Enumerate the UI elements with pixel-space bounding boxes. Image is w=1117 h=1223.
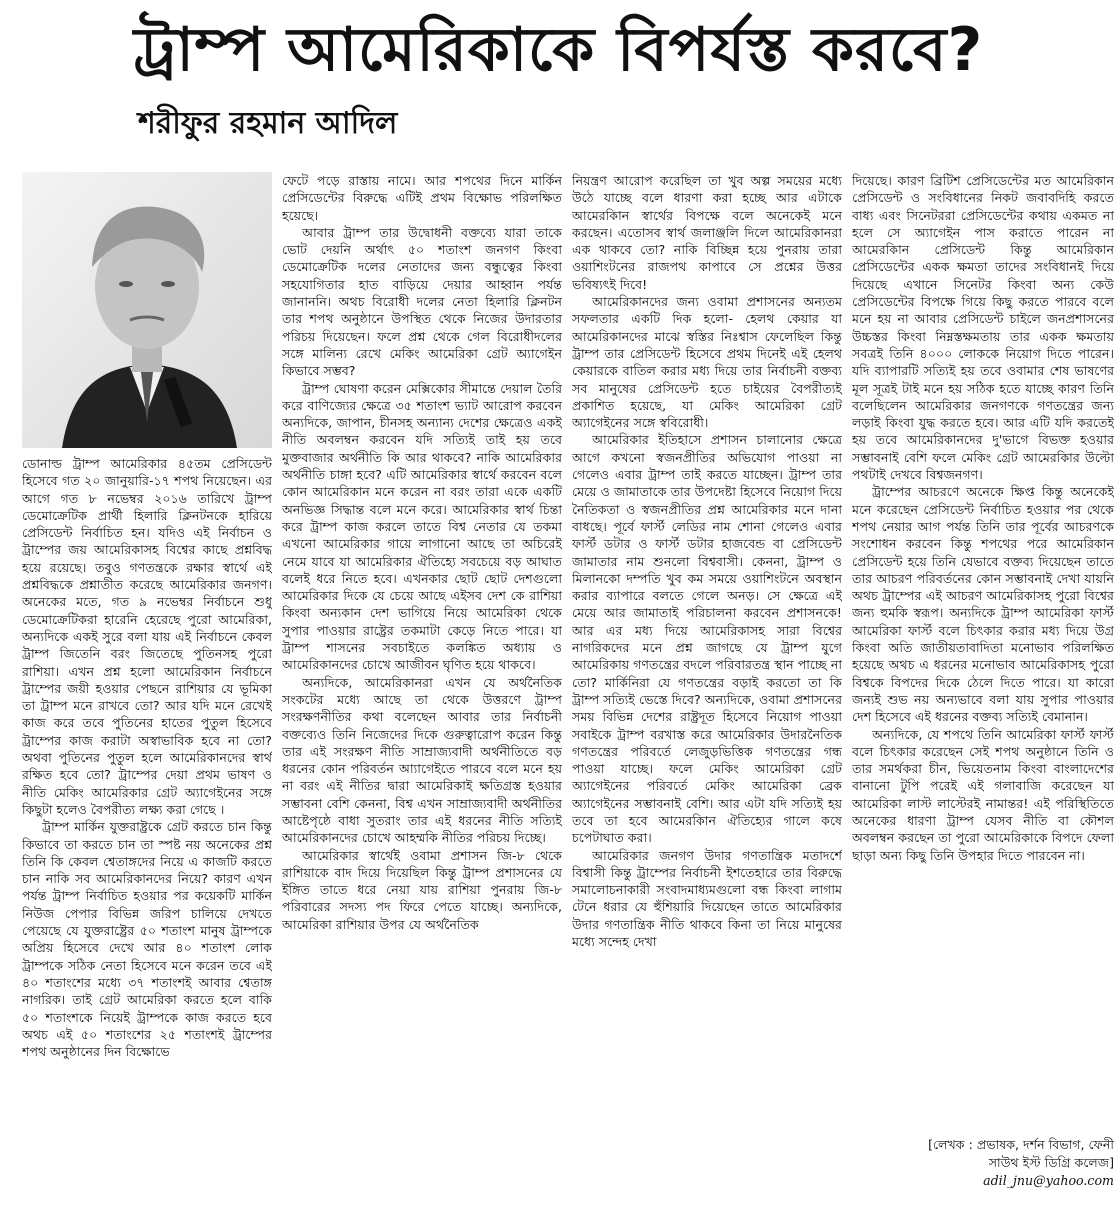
paragraph: ট্রাম্প ঘোষণা করেন মেক্সিকোর সীমান্তে দেয়াল তৈরি করে বাণিজ্যের ক্ষেত্রে ৩৫ শতাংশ ভ্যাট আরোপ করবেন অন্যদিকে, জাপান, চীনসহ অন্যান্য দেশের ক্ষেত্রেও একই নীতি অবলম্বন করবেন যদি সত্যিই তাই হয় তবে মুক্তবাজার অর্থনীতি কি আর থাকবে? নাকি আমেরিকার অর্থনীতি চাঙ্গা হবে? এটি আমেরিকার স্বার্থে করবেন বলে কোন আমেরিকান মনে করেন না বরং তারা একে একটি অনভিজ্ঞ সিদ্ধান্ত বলে মনে করে। আমেরিকার স্বার্থ চিন্তা করে ট্রাম্প কাজ করলে তাতে বিশ্ব নেতার যে তকমা এখনো আমেরিকার গায়ে লাগানো আছে তা অচিরেই নেমে যাবে যা আমেরিকার ঐতিহ্যে সবচেয়ে বড় আঘাত বলেই ধরে নিতে হবে। এখনকার ছোট ছোট দেশগুলো আমেরিকার দিকে যে চেয়ে আছে এইসব দেশ কে রাশিয়া কিংবা অন্যকান দেশ ভাগিয়ে নিয়ে আমেরিকা থেকে সুপার পাওয়ার রাষ্ট্রের তকমাটা কেড়ে নিতে পারে। যা ট্রাম্প শাসনের সবচাইতে কলঙ্কিত অধ্যায় ও আমেরিকানদের চোখে আজীবন ঘৃণিত হয়ে থাকবে। bbox=[282, 380, 562, 673]
paragraph: ফেটে পড়ে রাস্তায় নামে। আর শপথের দিনে মার্কিন প্রেসিডেন্টের বিরুদ্ধে এটিই প্রথম বিক্ষোভ পরিলক্ষিত হয়েছে। bbox=[282, 173, 562, 223]
article-column-4 bbox=[852, 172, 1114, 1202]
byline: শরীফুর রহমান আদিল bbox=[138, 106, 398, 141]
paragraph: দিয়েছে। কারণ ব্রিটিশ প্রেসিডেন্টের মত আমেরিকান প্রেসিডেন্ট ও সংবিধানের নিকট জবাবদিহি করতে বাধ্য এবং সিনেটররা প্রেসিডেন্টের কথায় একমত না হলে সে অ্যাগেইন পাস করাতে পারেন না আমেরকিান প্রেসিডেন্ট কিন্তু আমেরিকান প্রেসিডেন্টের একক ক্ষমতা তাদের সংবিধানই দিয়ে দিয়েছে এখানে সিনেটর কিংবা অন্য কেউ প্রেসিডেন্টের বিপক্ষে গিয়ে কিছু করতে পারবে বলে মনে হয় না আবার প্রেসিডেন্ট চাইলে জনপ্রশাসনের উচ্চস্তর কিংবা নিম্নস্তক্ষমতায় তার একক ক্ষমতায় সবত্রই তিনি ৪০০০ লোককে নিয়োগ দিতে পারেন। যদি ব্যাপারটি সত্যিই হয় তবে ওবামার শেষ ভাষণের মূল সূত্রই টাই মনে হয় সঠিক হতে যাচ্ছে কারণ তিনি বলেছিলেন আমেরিকার জনগণকে গণতন্ত্রের জন্য লড়াই কিংবা যুদ্ধ করতে হবে। আর এটি যদি করতেই হয় তবে আমেরিকানদের দু'ভাগে বিভক্ত হওয়ার সম্ভাবনাই বেশি ফলে মেকিং গ্রেট আমেরকিার উল্টো পথটাই দেখবে বিশ্বজনগণ। bbox=[852, 173, 1114, 483]
paragraph: অন্যদিকে, আমেরিকানরা এখন যে অর্থনৈতিক সংকটের মধ্যে আছে তা থেকে উত্তরণে ট্রাম্প সংরক্ষণনীতির কথা বলেছেন আবার তার নির্বাচনী বক্তব্যেও তিনি নিজেদের দিকে গুরুত্বারোপ করেন কিন্তু তার এই সংরক্ষণ নীতি সাম্রাজ্যবাদী অর্থনীতিতে বড় ধরনের কোন পরিবর্তন আ্যাগেইতে পারবে বলে মনে হয় না বরং এই নীতির দ্বারা আমেরিকাই ক্ষতিগ্রস্ত হওয়ার সম্ভাবনা বেশি কেননা, বিশ্ব এখন সাম্রাজ্যবাদী অর্থনীতির আষ্টেপৃষ্ঠে বাধা সুতরাং তার এই ধরনের নীতি সত্যিই আমেরিকানদের চোখে আহম্মকি নীতির পরিচয় দিচ্ছে। bbox=[282, 674, 562, 846]
portrait-photo-icon bbox=[22, 172, 272, 448]
paragraph: ট্রাম্প মার্কিন যুক্তরাষ্ট্রকে গ্রেট করতে চান কিন্তু কিভাবে তা করতে চান তা স্পষ্ট নয় অনেকের প্রশ্ন তিনি কি কেবল শ্বেতাঙ্গদের নিয়ে এ কাজটি করতে চান নাকি সব আমেরিকানদের নিয়ে? কারণ এখন পর্যন্ত ট্রাম্প নির্বাচিত হওয়ার পর কয়েকটি মার্কিন নিউজ পেপার বিভিন্ন জরিপ চালিয়ে দেখতে পেয়েছে যে যুক্তরাষ্ট্রের ৫০ শতাংশ মানুষ ট্রাম্পকে অপ্রিয় হিসেবে দেখে আর ৪০ শতাংশ লোক ট্রাম্পকে সঠিক নেতা হিসেবে মনে করেন তবে এই ৪০ শতাংশের মধ্যে ৩৭ শতাংশই আবার শ্বেতাঙ্গ নাগরিক। তাই গ্রেট আমেরিকা করতে হলে বাকি ৫০ শতাংশকে নিয়েই ট্রাম্পকে কাজ করতে হবে অথচ এই ৫০ শতাংশের ২৫ শতাংশই ট্রাম্পের শপথ অনুষ্ঠানের দিন বিক্ষোভে bbox=[22, 819, 272, 1060]
paragraph: আমেরিকার জনগণ উদার গণতান্ত্রিক মতাদর্শে বিশ্বাসী কিন্তু ট্রাম্পের নির্বাচনী ইশতেহারে তার বিরুদ্ধে সমালোচনাকারী সংবাদমাধ্যমগুলো বন্ধ কিংবা লাগাম টেনে ধরার যে হুঁশিয়ারি দিয়েছেন তাতে আমেরিকার উদার গণতান্ত্রিক নীতি থাকবে কিনা তা নিয়ে মানুষের মধ্যে সন্দেহ দেখা bbox=[572, 847, 842, 950]
author-credit bbox=[852, 1136, 1114, 1190]
article-column-1 bbox=[22, 455, 272, 1215]
paragraph: অন্যদিকে, যে শপথে তিনি আমেরিকা ফার্স্ট ফার্স্ট বলে চিৎকার করেছেন সেই শপথ অনুষ্ঠানে তিনি ও তার সমর্থকরা চীন, ভিয়েতনাম কিংবা বাংলাদেশের বানানো টুপি পরেই এই গলাবাজি করেছেন যা আমেরিকা লাস্ট লাস্টেরই নামান্তর! এই পরিস্থিতিতে অনেকের ধারণা ট্রাম্প যেসব নীতি বা কৌশল অবলম্বন করছেন তা পুরো আমেরিকাকে বিপদে ফেলা ছাড়া অন্য কিছু তিনি উপহার দিতে পারবেন না। bbox=[852, 726, 1114, 863]
paragraph: ডোনাল্ড ট্রাম্প আমেরিকার ৪৫তম প্রেসিডেন্ট হিসেবে গত ২০ জানুয়ারি-১৭ শপথ নিয়েছেন। এর আগে গত ৮ নভেম্বর ২০১৬ তারিখে ট্রাম্প ডেমোক্রেটিক প্রার্থী হিলারি ক্লিনটনকে হারিয়ে প্রেসিডেন্ট নির্বাচিত হন। যদিও এই নির্বাচন ও ট্রাম্পের জয় আমেরিকাসহ বিশ্বের কাছে প্রশ্নবিদ্ধ হয়ে রয়েছে। তবুও গণতন্ত্রকে রক্ষার স্বার্থে এই প্রশ্নবিদ্ধকে প্রশ্নাতীত করেছে আমেরিকার জনগণ। অনেকের মতে, গত ৯ নভেম্বর নির্বাচনে শুধু ডেমোক্রেটিকরা হারেনি হেরেছে পুরো আমেরিকা, অন্যদিকে একই সুরে বলা যায় এই নির্বাচনে কেবল ট্রাম্প জিতেনি বরং জিতেছে পুতিনসহ পুরো রাশিয়া। এখন প্রশ্ন হলো আমেরিকান নির্বাচনে ট্রাম্পের জয়ী হওয়ার পেছনে রাশিয়ার যে ভূমিকা তা ট্রাম্প মনে রাখবে তো? আর যদি মনে রেখেই কাজ করে তবে পুতিনের হাতের পুতুল হিসেবে ট্রাম্পের কাজ করাটা অস্বাভাবিক হবে না তো? অথবা পুতিনের পুতুল হলে আমেরিকানদের স্বার্থ রক্ষিত হবে তো? ট্রাম্পের দেয়া প্রথম ভাষণ ও নীতি মেকিং আমেরিকার গ্রেট অ্যাগেইনের সঙ্গে কিছুটা হলেও বৈপরীত্য লক্ষ্য করা গেছে । bbox=[22, 456, 272, 817]
author-credit-line: সাউথ ইস্ট ডিগ্রি কলেজ] bbox=[988, 1155, 1114, 1170]
paragraph: আমেরিকার স্বার্থেই ওবামা প্রশাসন জি-৮ থেকে রাশিয়াকে বাদ দিয়ে দিয়েছিল কিন্তু ট্রাম্প প্রশাসনের যে ইঙ্গিত তাতে ধরে নেয়া যায় রাশিয়া পুনরায় জি-৮ পরিবারের সদস্য পদ ফিরে পেতে যাচ্ছে। অন্যদিকে, আমেরিকা রাশিয়ার উপর যে অর্থনৈতিক bbox=[282, 847, 562, 932]
paragraph: ট্রাম্পের আচরণে অনেকে ক্ষিপ্ত কিন্তু অনেকেই মনে করেছেন প্রেসিডেন্ট নির্বাচিত হওয়ার পর থেকে শপথ নেয়ার আগ পর্যন্ত তিনি তার পূর্বের আচরণকে সংশোধন করবেন কিন্তু শপথের পরে আমেরিকান প্রেসিডেন্ট হয়ে তিনি যেভাবে বক্তব্য দিয়েছেন তাতে তার আচরণ পরিবর্তনের কোন সম্ভাবনাই দেখা যায়নি অথচ ট্রাম্পের এই আচরণ আমেরিকাসহ পুরো বিশ্বের জন্য হুমকি স্বরূপ। অন্যদিকে ট্রাম্প আমেরিকা ফার্স্ট আমেরিকা ফার্স্ট বলে চিৎকার করার মধ্য দিয়ে উগ্র কিংবা অতি জাতীয়তাবাদিতা মনোভাব পরিলক্ষিত হয়েছে অথচ এ ধরনের মনোভাব আমেরিকাসহ পুরো বিশ্বকে বিপদের দিকে ঠেলে দিতে পারে। যা কারো জন্যই শুভ নয় অন্যভাবে বলা যায় সুপার পাওয়ার দেশ হিসেবে এই ধরনের বক্তব্য সত্যিই বেমানান। bbox=[852, 484, 1114, 725]
article-column-2 bbox=[282, 172, 562, 1212]
headline: ট্রাম্প আমেরিকাকে বিপর্যস্ত করবে? bbox=[133, 15, 984, 85]
paragraph: আবার ট্রাম্প তার উদ্বোধনী বক্তব্যে যারা তাকে ভোট দেয়নি অর্থাৎ ৫০ শতাংশ জনগণ কিংবা ডেমোক্রেটিক দলের নেতাদের জন্য বন্ধুত্বের কিংবা সহযোগিতার হাত বাড়িয়ে দেয়ার আহ্বান পর্যন্ত জানাননি। অথচ বিরোধী দলের নেতা হিলারি ক্লিনটন তার শপথ অনুষ্ঠানে উপস্থিত থেকে নিজের উদারতার পরিচয় দিয়েছেন। ফলে প্রশ্ন থেকে গেল বিরোধীদলের সঙ্গে মালিন্য রেখে মেকিং আমেরিকা গ্রেট অ্যাগেইন কিভাবে সম্ভব? bbox=[282, 224, 562, 379]
article-column-3 bbox=[572, 172, 842, 1212]
author-credit-line: [লেখক : প্রভাষক, দর্শন বিভাগ, ফেনী bbox=[928, 1137, 1114, 1152]
paragraph: নিয়ন্ত্রণ আরোপ করেছিল তা খুব অল্প সময়ের মধ্যে উঠে যাচ্ছে বলে ধারণা করা হচ্ছে আর এটাকে আমেরকিান স্বার্থের বিপক্ষে বলে অনেকেই মনে করছেন। এতোসব স্বার্থ জলাঞ্জলি দিলে আমেরিকানরা এক থাকবে তো? নাকি বিচ্ছিন্ন হয়ে পুনরায় তারা ওয়াশিংটনের রাজপথ কাপাবে সে প্রশ্নের উত্তর ভবিষ্যৎই দিবে! bbox=[572, 173, 842, 292]
paragraph: আমেরিকানদের জন্য ওবামা প্রশাসনের অন্যতম সফলতার একটি দিক হলো- হেলথ কেয়ার যা আমেরিকানদের মাঝে স্বস্তির নিঃশ্বাস ফেলেছিল কিন্তু ট্রাম্প তার প্রেসিডেন্ট হিসেবে প্রথম দিনেই এই হেলথ কেয়ারকে বাতিল করার মধ্য দিয়ে তার নির্বাচনী বক্তব্য সব মানুষের প্রেসিডেন্ট হতে চাইয়ের বৈপরীত্যই প্রকাশিত হয়েছে, যা মেকিং আমেরিকা গ্রেট অ্যাগেইনের সঙ্গে স্ববিরোধী। bbox=[572, 294, 842, 431]
author-email: adil_jnu@yahoo.com bbox=[983, 1173, 1114, 1188]
portrait-photo bbox=[22, 172, 272, 448]
paragraph: আমেরিকার ইতিহাসে প্রশাসন চালানোর ক্ষেত্রে আগে কখনো স্বজনপ্রীতির অভিযোগ পাওয়া না গেলেও এবার ট্রাম্প তাই করতে যাচ্ছেন। ট্রাম্প তার মেয়ে ও জামাতাকে তার উপদেষ্টা হিসেবে নিয়োগ দিয়ে নৈতিকতা ও স্বজনপ্রীতির প্রশ্ন আমেরিকার মনে দানা বাধছে। পূর্বে ফার্স্ট লেডির নাম শোনা গেলেও এবার ফার্স্ট ডটার ও ফার্স্ট ডটার হাজবেন্ড বা প্রেসিডেন্ট জামাতার নাম শুনলো বিশ্ববাসী। কেননা, ট্রাম্প ও মিলানকো দম্পতি খুব কম সময়ে ওয়াশিংটনে অবস্থান করার ব্যাপারে বলতে গেলে অনড়। সে ক্ষেত্রে এই মেয়ে আর জামাতাই পরিচালনা করবেন প্রশাসনকে! আর এর মধ্য দিয়ে আমেরিকাসহ সারা বিশ্বের নাগরিকদের মনে প্রশ্ন জাগছে যে ট্রাম্প যুগে আমেরিকায় গণতন্ত্রের বদলে পরিবারতন্ত্র স্থান পাচ্ছে না তো? মার্কিনিরা যে গণতন্ত্রের বড়াই করতো তা কি ট্রাম্প সত্যিই ভেস্তে দিবে? অন্যদিকে, ওবামা প্রশাসনের সময় বিভিন্ন দেশের রাষ্ট্রদূত হিসেবে নিয়োগ পাওয়া সবাইকে ট্রাম্প বরখাস্ত করে আমেরিকার উদারনৈতিক গণতন্ত্রের পরিবর্তে লেজুড়ভিত্তিক গণতন্ত্রের গন্ধ পাওয়া যাচ্ছে। ফলে মেকিং আমেরিকা গ্রেট অ্যাগেইনের পরিবর্তে মেকিং আমেরিকা ব্রেক অ্যাগেইনের সম্ভাবনাই বেশি। আর এটা যদি সত্যিই হয় তবে তা হবে আমেরকিান ঐতিহ্যের গালে কষে চপেটাঘাত করা। bbox=[572, 432, 842, 846]
